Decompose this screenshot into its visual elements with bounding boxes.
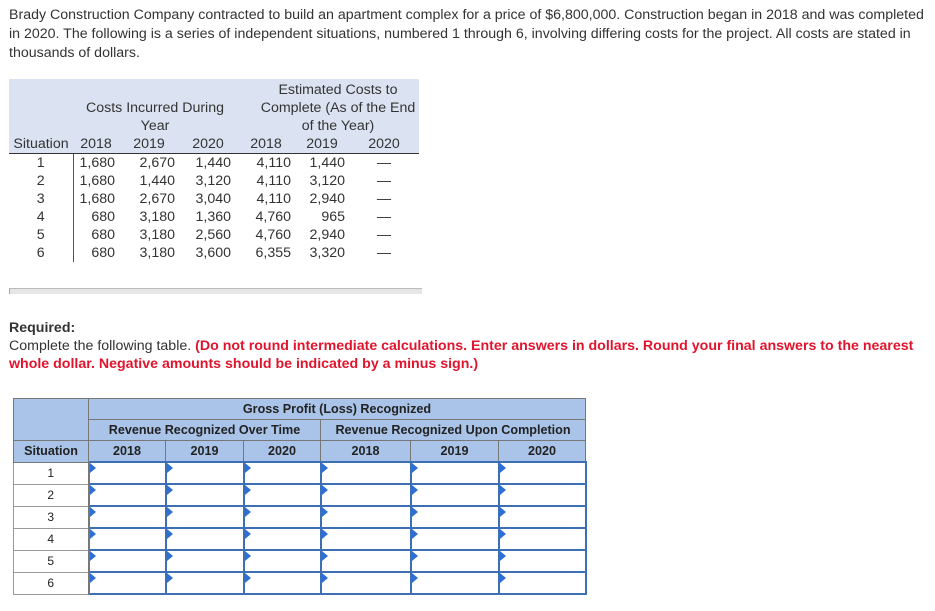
answer-input-over-time-2020-situation-1[interactable] xyxy=(245,463,320,483)
answer-input-completion-2018-situation-2[interactable] xyxy=(322,485,410,505)
incurred-2020: 1,440 xyxy=(195,155,231,171)
answer-cell[interactable] xyxy=(89,484,166,506)
answer-input-over-time-2019-situation-3[interactable] xyxy=(167,507,243,527)
estimated-year-2019: 2019 xyxy=(295,135,349,154)
required-label: Required: xyxy=(9,320,76,336)
cost-data-table xyxy=(9,79,419,262)
over-time-year-2020: 2020 xyxy=(244,441,321,463)
answer-cell[interactable] xyxy=(244,572,321,594)
incurred-2020: 3,120 xyxy=(195,173,231,189)
answer-input-completion-2018-situation-3[interactable] xyxy=(322,507,410,527)
answer-cell[interactable] xyxy=(244,506,321,528)
answer-cell[interactable] xyxy=(89,462,166,484)
answer-cell[interactable] xyxy=(411,528,499,550)
answer-cell[interactable] xyxy=(321,550,411,572)
incurred-2019: 3,180 xyxy=(139,227,175,243)
answer-cell[interactable] xyxy=(321,462,411,484)
answer-cell[interactable] xyxy=(244,484,321,506)
answer-input-over-time-2020-situation-6[interactable] xyxy=(245,573,320,593)
answer-input-over-time-2020-situation-2[interactable] xyxy=(245,485,320,505)
answer-cell[interactable] xyxy=(411,506,499,528)
answer-cell[interactable] xyxy=(321,506,411,528)
estimated-2019: 2,940 xyxy=(309,191,345,207)
required-section xyxy=(9,319,929,373)
estimated-2018: 6,355 xyxy=(255,245,291,261)
incurred-2018: 680 xyxy=(91,209,115,225)
answer-situation-number: 6 xyxy=(14,572,89,594)
answer-input-completion-2019-situation-5[interactable] xyxy=(412,551,498,571)
incurred-year-2019: 2019 xyxy=(119,135,179,154)
answer-input-completion-2020-situation-6[interactable] xyxy=(500,573,585,593)
incurred-2018: 1,680 xyxy=(79,191,115,207)
answer-cell[interactable] xyxy=(89,572,166,594)
answer-input-over-time-2019-situation-6[interactable] xyxy=(167,573,243,593)
answer-cell[interactable] xyxy=(499,550,586,572)
answer-input-over-time-2018-situation-6[interactable] xyxy=(90,573,165,593)
estimated-year-2018: 2018 xyxy=(237,135,295,154)
estimated-2019: 3,120 xyxy=(309,173,345,189)
answer-input-completion-2019-situation-1[interactable] xyxy=(412,463,498,483)
answer-cell[interactable] xyxy=(166,550,244,572)
answer-row xyxy=(14,484,586,506)
answer-input-over-time-2019-situation-4[interactable] xyxy=(167,529,243,549)
answer-cell[interactable] xyxy=(89,506,166,528)
data-row xyxy=(9,172,419,190)
answer-cell[interactable] xyxy=(166,462,244,484)
estimated-2019: 965 xyxy=(321,209,345,225)
incurred-2019: 1,440 xyxy=(139,173,175,189)
incurred-2020: 3,600 xyxy=(195,245,231,261)
answer-table xyxy=(13,398,587,595)
data-row xyxy=(9,154,419,173)
incurred-2019: 2,670 xyxy=(139,191,175,207)
estimated-2020: — xyxy=(376,155,392,171)
incurred-2018: 1,680 xyxy=(79,173,115,189)
answer-cell[interactable] xyxy=(89,550,166,572)
completion-year-2020: 2020 xyxy=(499,441,586,463)
answer-cell[interactable] xyxy=(321,528,411,550)
answer-input-completion-2018-situation-1[interactable] xyxy=(322,463,410,483)
data-row xyxy=(9,226,419,244)
estimated-2018: 4,110 xyxy=(256,173,291,189)
answer-cell[interactable] xyxy=(411,572,499,594)
estimated-2020: — xyxy=(376,245,392,261)
estimated-2020: — xyxy=(376,173,392,189)
answer-input-completion-2019-situation-3[interactable] xyxy=(412,507,498,527)
answer-input-over-time-2019-situation-1[interactable] xyxy=(167,463,243,483)
over-time-header: Revenue Recognized Over Time xyxy=(89,420,321,441)
answer-input-completion-2020-situation-3[interactable] xyxy=(500,507,585,527)
answer-input-over-time-2018-situation-4[interactable] xyxy=(90,529,165,549)
incurred-2020: 1,360 xyxy=(195,209,231,225)
answer-input-over-time-2018-situation-1[interactable] xyxy=(90,463,165,483)
answer-cell[interactable] xyxy=(499,462,586,484)
answer-cell[interactable] xyxy=(166,506,244,528)
gross-profit-header: Gross Profit (Loss) Recognized xyxy=(89,399,586,420)
incurred-2018: 680 xyxy=(91,245,115,261)
incurred-year-2018: 2018 xyxy=(73,135,119,154)
answer-input-over-time-2018-situation-3[interactable] xyxy=(90,507,165,527)
incurred-year-2020: 2020 xyxy=(179,135,237,154)
data-row xyxy=(9,208,419,226)
answer-cell[interactable] xyxy=(411,462,499,484)
estimated-2018: 4,760 xyxy=(255,209,291,225)
answer-input-over-time-2020-situation-5[interactable] xyxy=(245,551,320,571)
table-scrollbar[interactable] xyxy=(9,288,422,294)
costs-incurred-header: Costs Incurred During Year xyxy=(73,79,237,135)
estimated-2018: 4,760 xyxy=(255,227,291,243)
answer-input-completion-2019-situation-6[interactable] xyxy=(412,573,498,593)
situation-number: 6 xyxy=(9,244,73,262)
required-instructions: (Do not round intermediate calculations. Enter answers in dollars. Round your final answers to the nearest whole dollar. Negative amounts should be indicated by a minus sign.) xyxy=(9,338,914,372)
estimated-costs-header: Estimated Costs to Complete (As of the End of the Year) xyxy=(237,79,419,135)
answer-input-over-time-2019-situation-2[interactable] xyxy=(167,485,243,505)
answer-input-completion-2018-situation-6[interactable] xyxy=(322,573,410,593)
incurred-2018: 1,680 xyxy=(79,155,115,171)
situation-number: 1 xyxy=(9,154,73,173)
answer-cell[interactable] xyxy=(166,484,244,506)
answer-row xyxy=(14,506,586,528)
answer-row xyxy=(14,462,586,484)
answer-cell[interactable] xyxy=(499,528,586,550)
incurred-2019: 3,180 xyxy=(139,209,175,225)
data-row xyxy=(9,244,419,262)
situation-number: 3 xyxy=(9,190,73,208)
estimated-2019: 2,940 xyxy=(309,227,345,243)
answer-cell[interactable] xyxy=(499,572,586,594)
answer-input-completion-2019-situation-4[interactable] xyxy=(412,529,498,549)
answer-row xyxy=(14,528,586,550)
upon-completion-header: Revenue Recognized Upon Completion xyxy=(321,420,586,441)
incurred-2019: 3,180 xyxy=(139,245,175,261)
data-row xyxy=(9,190,419,208)
over-time-year-2018: 2018 xyxy=(89,441,166,463)
answer-input-completion-2020-situation-1[interactable] xyxy=(500,463,585,483)
over-time-year-2019: 2019 xyxy=(166,441,244,463)
answer-cell[interactable] xyxy=(244,528,321,550)
incurred-2019: 2,670 xyxy=(139,155,175,171)
answer-cell[interactable] xyxy=(166,528,244,550)
estimated-2019: 3,320 xyxy=(309,245,345,261)
answer-input-completion-2020-situation-5[interactable] xyxy=(500,551,585,571)
answer-cell[interactable] xyxy=(321,572,411,594)
answer-input-completion-2020-situation-2[interactable] xyxy=(500,485,585,505)
answer-cell[interactable] xyxy=(89,528,166,550)
estimated-2019: 1,440 xyxy=(309,155,345,171)
answer-cell[interactable] xyxy=(411,484,499,506)
incurred-2018: 680 xyxy=(91,227,115,243)
answer-input-completion-2020-situation-4[interactable] xyxy=(500,529,585,549)
answer-cell[interactable] xyxy=(499,506,586,528)
answer-situation-number: 5 xyxy=(14,550,89,572)
estimated-2020: — xyxy=(376,191,392,207)
answer-cell[interactable] xyxy=(321,484,411,506)
estimated-2018: 4,110 xyxy=(256,155,291,171)
answer-situation-number: 1 xyxy=(14,462,89,484)
incurred-2020: 3,040 xyxy=(195,191,231,207)
situation-number: 4 xyxy=(9,208,73,226)
answer-input-completion-2019-situation-2[interactable] xyxy=(412,485,498,505)
answer-input-over-time-2020-situation-3[interactable] xyxy=(245,507,320,527)
answer-situation-number: 4 xyxy=(14,528,89,550)
answer-row xyxy=(14,572,586,594)
estimated-2020: — xyxy=(376,227,392,243)
answer-input-over-time-2019-situation-5[interactable] xyxy=(167,551,243,571)
answer-cell[interactable] xyxy=(166,572,244,594)
problem-intro: Brady Construction Company contracted to build an apartment complex for a price of $6,800,000. Construction began in 2018 and was completed in 2020. The following is a series of independent situations, numbered 1 through 6, involving differing costs for the project. All costs are stated in thousands of dollars. xyxy=(9,7,924,61)
estimated-2018: 4,110 xyxy=(256,191,291,207)
situation-number: 5 xyxy=(9,226,73,244)
answer-cell[interactable] xyxy=(244,462,321,484)
required-text: Complete the following table. xyxy=(9,338,192,354)
answer-situation-number: 3 xyxy=(14,506,89,528)
answer-cell[interactable] xyxy=(411,550,499,572)
answer-input-completion-2018-situation-4[interactable] xyxy=(322,529,410,549)
estimated-year-2020: 2020 xyxy=(349,135,419,154)
incurred-2020: 2,560 xyxy=(195,227,231,243)
answer-input-over-time-2018-situation-5[interactable] xyxy=(90,551,165,571)
answer-situation-number: 2 xyxy=(14,484,89,506)
answer-cell[interactable] xyxy=(499,484,586,506)
answer-input-completion-2018-situation-5[interactable] xyxy=(322,551,410,571)
situation-header: Situation xyxy=(9,135,73,154)
completion-year-2019: 2019 xyxy=(411,441,499,463)
cost-data-table-container xyxy=(9,79,419,262)
situation-header: Situation xyxy=(14,441,89,463)
answer-input-over-time-2020-situation-4[interactable] xyxy=(245,529,320,549)
answer-input-over-time-2018-situation-2[interactable] xyxy=(90,485,165,505)
answer-row xyxy=(14,550,586,572)
completion-year-2018: 2018 xyxy=(321,441,411,463)
estimated-2020: — xyxy=(376,209,392,225)
answer-cell[interactable] xyxy=(244,550,321,572)
situation-number: 2 xyxy=(9,172,73,190)
